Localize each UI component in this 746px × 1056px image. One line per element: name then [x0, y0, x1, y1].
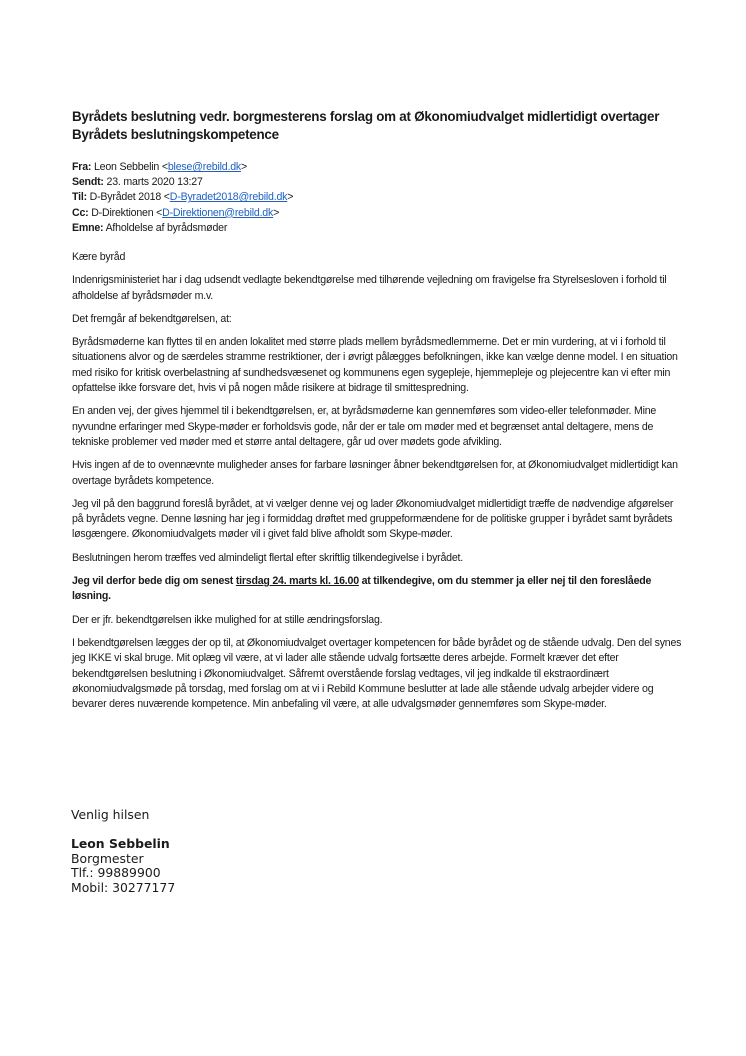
to-email-link[interactable]: D-Byradet2018@rebild.dk	[169, 191, 288, 204]
paragraph-option-relocate: Byrådsmøderne kan flyttes til en anden lokalitet med større plads mellem byrådsmedlemmerne. Det er min vurdering, at vi i forhold til situationens alvor og de særdeles stramme restriktioner, der i øvrigt pålægges befolkningen, ikke kan vælge denne model. I en situation med risiko for kritisk overbelastning af sundhedsvæsenet og kommunens egen sygepleje, hjemmepleje og plejecentre kan vi efter min opfattelse ikke forsvare det, hvis vi på nogen måde risikere at bidrage til smittespredning.	[72, 336, 678, 395]
from-line: Fra: Leon Sebbelin <blese@rebild.dk>	[72, 161, 247, 173]
from-label: Fra:	[72, 161, 92, 173]
paragraph-proposal: Jeg vil på den baggrund foreslå byrådet, at vi vælger denne vej og lader Økonomiudvalget midlertidigt træffe de nødvendige afgørelser på byrådets vegne. Denne løsning har jeg i formiddag drøftet med gruppeformændene for de politiske grupper i byrådet samt byrådets løsgængere. Økonomiudvalgets møder vil i givet fald blive afholdt som Skype-møder.	[72, 497, 674, 541]
paragraph-majority: Beslutningen herom træffes ved almindeligt flertal efter skriftlig tilkendegivelse i byrådet.	[72, 551, 463, 564]
subject-label: Emne:	[72, 221, 104, 234]
paragraph-option-committee: Hvis ingen af de to ovennævnte muligheder anses for farbare løsninger åbner bekendtgørelsen for, at Økonomiudvalget midlertidigt kan overtage byrådets kompetence.	[72, 459, 678, 487]
paragraph-standing-committees: I bekendtgørelsen lægges der op til, at Økonomiudvalget overtager kompetencen for både byrådet og de stående udvalg. Den del synes jeg IKKE vi skal bruge. Mit oplæg vil være, at vi lader alle stående udvalg fortsætte deres arbejde. Formelt kræver det efter bekendtgørelsen beslutning i Økonomiudvalget. Såfremt overstående forslag vedtages, vil jeg indkalde til ekstraordinært økonomiudvalgsmøde på torsdag, med forslag om at vi i Rebild Kommune beslutter at lade alle stående udvalg arbejder videre og bevarer deres nuværende kompetence. Min anbefaling vil være, at alle udvalgsmøder gennemføres som Skype-møder.	[72, 636, 682, 711]
sent-value: 23. marts 2020 13:27	[106, 176, 203, 189]
sent-label: Sendt:	[72, 176, 104, 189]
to-name: D-Byrådet 2018	[89, 191, 162, 204]
signature-role: Borgmester	[71, 850, 144, 866]
sent-line	[72, 175, 293, 190]
document-title: Byrådets beslutning vedr. borgmesterens forslag om at Økonomiudvalget midlertidigt overtager Byrådets beslutningskompetence	[72, 109, 660, 142]
cc-line: Cc: D-Direktionen <D-Direktionen@rebild.dk>	[72, 206, 280, 219]
subject-value: Afholdelse af byrådsmøder	[105, 221, 228, 234]
email-body	[72, 250, 687, 720]
cc-name: D-Direktionen	[91, 206, 154, 219]
paragraph-option-video: En anden vej, der gives hjemmel til i bekendtgørelsen, er, at byrådsmøderne kan gennemføres som video-eller telefonmøder. Mine nyvundne erfaringer med Skype-møder er forholdsvis gode, når der er tale om møder med et begrænset antal deltagere, mens de tekniske problemer ved møder med et større antal deltagere, går ud over mødets gode afvikling.	[72, 405, 657, 448]
from-name: Leon Sebbelin	[93, 161, 160, 173]
to-label: Til:	[72, 191, 87, 204]
paragraph-deadline	[72, 574, 687, 605]
from-email-link[interactable]: blese@rebild.dk	[167, 161, 241, 173]
paragraph-lead: Det fremgår af bekendtgørelsen, at:	[72, 312, 232, 325]
subject-line	[72, 221, 293, 236]
email-header	[72, 160, 293, 236]
signature-name: Leon Sebbelin	[71, 836, 170, 852]
signature-mobile: Mobil: 30277177	[71, 879, 176, 895]
signature-block	[71, 808, 175, 896]
signature-greeting: Venlig hilsen	[71, 807, 150, 822]
deadline-pre: Jeg vil derfor bede dig om senest	[72, 575, 236, 588]
salutation: Kære byråd	[72, 251, 126, 263]
cc-email-link[interactable]: D-Direktionen@rebild.dk	[162, 206, 274, 219]
deadline-date: tirsdag 24. marts kl. 16.00	[235, 575, 359, 588]
signature-phone: Tlf.: 99889900	[71, 865, 161, 881]
deadline-post: at tilkendegive, om du stemmer ja eller nej til den foreslåede løsning.	[72, 575, 652, 603]
paragraph-no-amendments: Der er jfr. bekendtgørelsen ikke mulighed for at stille ændringsforslag.	[72, 613, 383, 626]
paragraph-intro: Indenrigsministeriet har i dag udsendt vedlagte bekendtgørelse med tilhørende vejledning om fravigelse fra Styrelsesloven i forhold til afholdelse af byrådsmøder m.v.	[72, 274, 667, 302]
to-line: Til: D-Byrådet 2018 <D-Byradet2018@rebild.dk>	[72, 191, 294, 204]
cc-label: Cc:	[72, 206, 89, 219]
